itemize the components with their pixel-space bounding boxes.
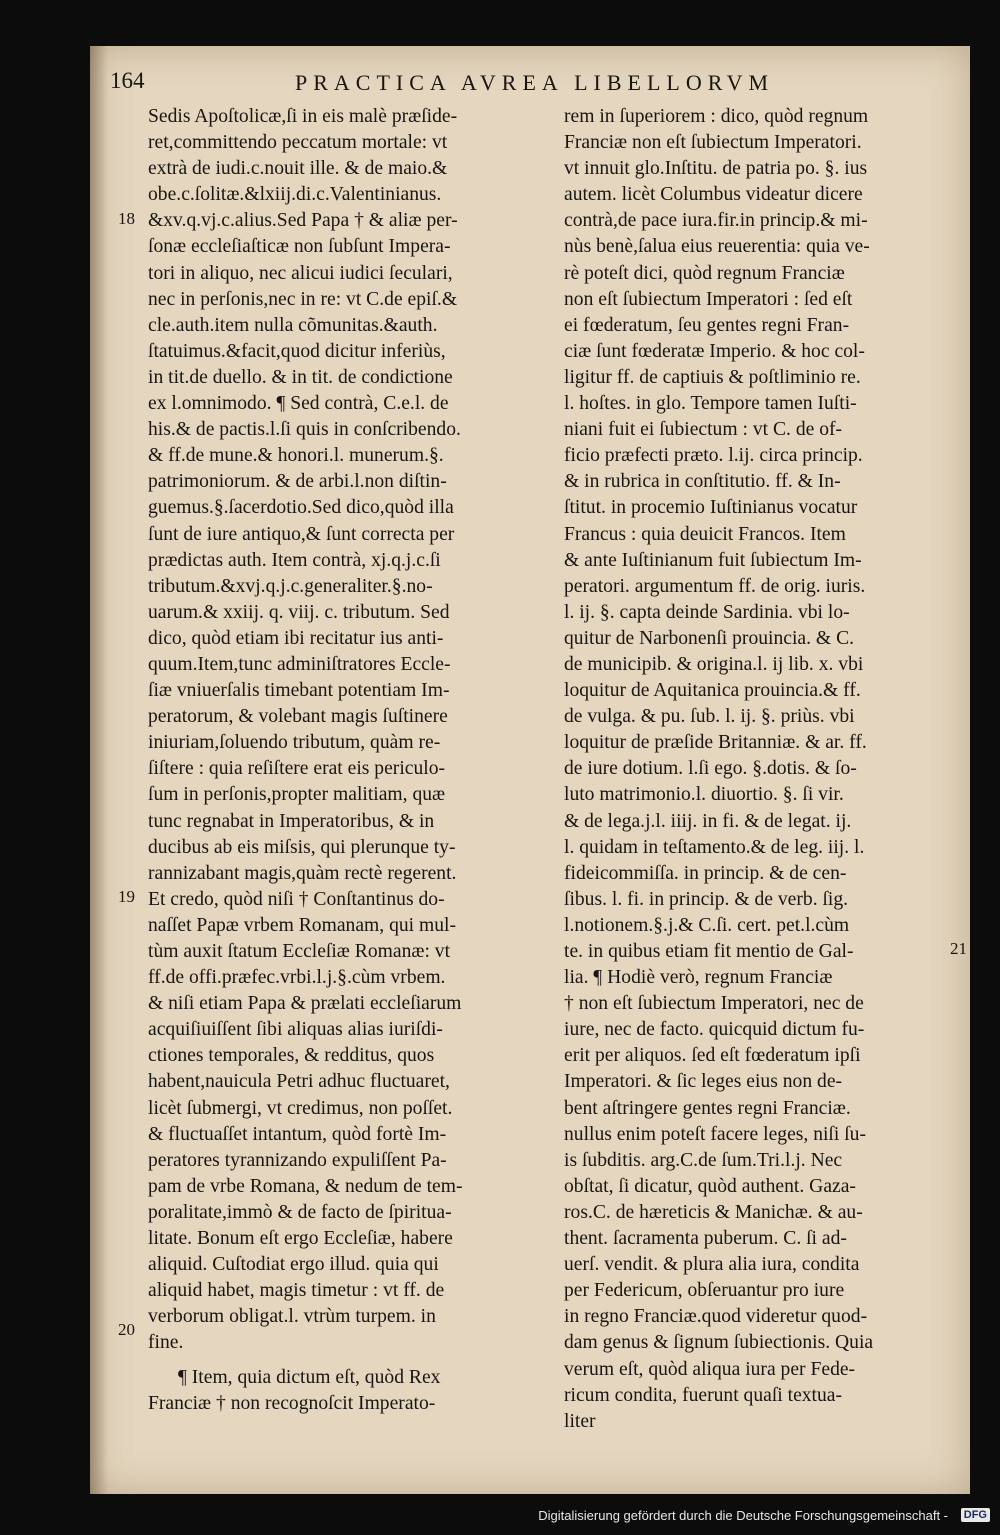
text-line: rem in ſuperiorem : dico, quòd regnum [564, 106, 869, 127]
text-line: his.& de pactis.l.ſi quis in conſcribendo. [148, 419, 461, 441]
text-line: & ff.de mune.& honori.l. munerum.§. [148, 445, 444, 467]
text-line: ros.C. de hæreticis & Manichæ. & au- [564, 1201, 863, 1223]
text-line: cle.auth.item nulla cõmunitas.&auth. [148, 314, 438, 336]
text-line: iure, nec de facto. quicquid dictum fu- [564, 1019, 865, 1041]
text-line: Sedis Apoſtolicæ,ſi in eis malè præſide- [148, 106, 458, 127]
text-line: non eſt ſubiectum Imperatori : ſed eſt [564, 288, 853, 310]
text-line: ſiſtere : quia reſiſtere erat eis periculo- [148, 758, 446, 780]
text-line: l. ij. §. capta deinde Sardinia. vbi lo- [564, 601, 850, 623]
text-line: ſtitut. in procemio Iuſtinianus vocatur [564, 497, 858, 519]
margin-number-19: 19 [118, 887, 135, 906]
text-line: nùs benè,ſalua eius reuerentia: quia ve- [564, 236, 870, 258]
text-line: habent,nauicula Petri adhuc fluctuaret, [148, 1071, 450, 1093]
text-line: ſum in perſonis,propter malitiam, quæ [148, 784, 446, 806]
margin-number-20: 20 [118, 1320, 135, 1339]
text-line: dico, quòd etiam ibi recitatur ius anti- [148, 627, 444, 649]
text-line: tunc regnabat in Imperatoribus, & in [148, 810, 435, 832]
dfg-logo-icon: DFG [961, 1508, 990, 1522]
footer-credit-text: Digitalisierung gefördert durch die Deutsche Forschungsgemeinschaft - [538, 1508, 948, 1523]
text-line: de vulga. & pu. ſub. l. ij. §. priùs. vbi [564, 706, 855, 728]
text-line: Et credo, quòd niſi † Conſtantinus do- [148, 888, 445, 910]
text-line: obe.c.ſolitæ.&lxiij.di.c.Valentinianus. [148, 184, 442, 206]
text-line: extrà de iudi.c.nouit ille. & de maio.& [148, 158, 448, 180]
text-line: ff.de offi.præfec.vrbi.l.j.§.cùm vrbem. [148, 967, 446, 989]
text-line: tori in aliquo, nec alicui iudici ſeculari, [148, 262, 453, 284]
text-line: Francus : quia deuicit Francos. Item [564, 523, 846, 545]
text-line: tributum.&xvj.q.j.c.generaliter.§.no- [148, 575, 433, 597]
text-line: per Federicum, obſeruantur pro iure [564, 1280, 845, 1302]
text-line: liter [564, 1410, 596, 1432]
text-line: ficio præfecti præto. l.ij. circa princip. [564, 445, 863, 467]
text-line: quitur de Narbonenſi prouincia. & C. [564, 627, 855, 649]
text-line: pam de vrbe Romana, & nedum de tem- [148, 1175, 463, 1197]
text-line: ſibus. l. fi. in princip. & de verb. ſig. [564, 888, 849, 910]
text-line: fideicommiſſa. in princip. & de cen- [564, 862, 847, 884]
text-line: poralitate,immò & de facto de ſpiritua- [148, 1201, 452, 1223]
text-line: iniuriam,ſoluendo tributum, quàm re- [148, 732, 441, 754]
text-line: niani fuit ei ſubiectum : vt C. de of- [564, 419, 843, 441]
right-text-column [564, 104, 960, 1435]
text-line: de municipib. & origina.l. ij lib. x. vbi [564, 653, 864, 675]
text-line: ſonæ eccleſiaſticæ non ſubſunt Impera- [148, 236, 451, 258]
text-line: ret,committendo peccatum mortale: vt [148, 132, 448, 154]
text-line: peratores tyrannizando expuliſſent Pa- [148, 1149, 447, 1171]
text-line: Imperatori. & ſic leges eius non de- [564, 1071, 843, 1093]
text-line: uarum.& xxiij. q. viij. c. tributum. Sed [148, 601, 450, 623]
text-line: guemus.§.ſacerdotio.Sed dico,quòd illa [148, 497, 454, 519]
text-line: vt innuit glo.Inſtitu. de patria po. §. ius [564, 158, 868, 180]
text-line: & ante Iuſtinianum fuit ſubiectum Im- [564, 549, 862, 571]
text-line: &xv.q.vj.c.alius.Sed Papa † & aliæ per- [148, 210, 458, 232]
margin-number-21: 21 [950, 939, 967, 958]
text-line: aliquid. Cuſtodiat ergo illud. quia qui [148, 1254, 439, 1276]
text-line: Franciæ non eſt ſubiectum Imperatori. [564, 132, 862, 154]
paragraph-gap [148, 1357, 556, 1365]
text-line: l. quidam in teſtamento.& de leg. iij. l. [564, 836, 865, 858]
text-line: uerſ. vendit. & plura alia iura, condita [564, 1254, 860, 1276]
text-line: l.notionem.§.j.& C.ſi. cert. pet.l.cùm [564, 914, 850, 936]
text-line: verum eſt, quòd aliqua iura per Fede- [564, 1358, 856, 1380]
text-line: l. hoſtes. in glo. Tempore tamen Iuſti- [564, 393, 857, 415]
text-line: ligitur ff. de captiuis & poſtliminio re. [564, 366, 861, 388]
running-head [90, 68, 970, 102]
text-line: licèt ſubmergi, vt credimus, non poſſet. [148, 1097, 453, 1119]
text-line: loquitur de Aquitanica prouincia.& ff. [564, 680, 861, 702]
text-line: & in rubrica in conſtitutio. ff. & In- [564, 471, 841, 493]
text-line: rè poteſt dici, quòd regnum Franciæ [564, 262, 845, 284]
text-line: erit per aliquos. ſed eſt fœderatum ipſi [564, 1045, 861, 1067]
text-line: ſiæ vniuerſalis timebant potentiam Im- [148, 680, 450, 702]
text-line: peratorum, & volebant magis ſuſtinere [148, 706, 448, 728]
digitization-footer [0, 1506, 1000, 1530]
text-line: is ſubditis. arg.C.de ſum.Tri.l.j. Nec [564, 1149, 843, 1171]
text-line: fine. [148, 1332, 184, 1354]
text-line: & de lega.j.l. iiij. in fi. & de legat. ij. [564, 810, 852, 832]
text-line: rannizabant magis,quàm rectè regerent. [148, 862, 457, 884]
text-line: naſſet Papæ vrbem Romanam, qui mul- [148, 914, 457, 936]
text-line: verborum obligat.l. vtrùm turpem. in [148, 1306, 436, 1328]
text-line: ctiones temporales, & redditus, quos [148, 1045, 435, 1067]
text-line: in tit.de duello. & in tit. de condictione [148, 366, 453, 388]
text-line: ¶ Item, quia dictum eſt, quòd Rex [178, 1366, 441, 1388]
text-line: patrimoniorum. & de arbi.l.non diſtin- [148, 471, 447, 493]
text-line: ricum condita, fuerunt quaſi textua- [564, 1384, 843, 1406]
book-page [90, 46, 970, 1494]
text-line: bent aſtringere gentes regni Franciæ. [564, 1097, 851, 1119]
page-number: 164 [110, 68, 145, 93]
text-line: litate. Bonum eſt ergo Eccleſiæ, habere [148, 1228, 453, 1250]
text-line: ex l.omnimodo. ¶ Sed contrà, C.e.l. de [148, 393, 449, 415]
text-line: autem. licèt Columbus videatur dicere [564, 184, 863, 206]
text-line: quum.Item,tunc adminiſtratores Eccle- [148, 653, 451, 675]
text-line: † non eſt ſubiectum Imperatori, nec de [564, 993, 864, 1015]
text-line: ſtatuimus.&facit,quod dicitur inferiùs, [148, 340, 446, 362]
text-line: thent. ſacramenta puberum. C. ſi ad- [564, 1228, 847, 1250]
margin-number-18: 18 [118, 209, 135, 228]
text-line: & niſi etiam Papa & prælati eccleſiarum [148, 993, 462, 1015]
text-line: contrà,de pace iura.fir.in princip.& mi- [564, 210, 868, 232]
text-line: acquiſiuiſſent ſibi aliquas alias iuriſdi- [148, 1019, 443, 1041]
gutter-shadow [90, 46, 108, 1494]
text-line: lia. ¶ Hodiè verò, regnum Franciæ [564, 967, 833, 989]
text-line: tùm auxit ſtatum Eccleſiæ Romanæ: vt [148, 941, 451, 962]
text-line: Franciæ † non recognoſcit Imperato- [148, 1392, 436, 1414]
text-line: aliquid habet, magis timetur : vt ff. de [148, 1280, 445, 1302]
text-line: peratori. argumentum ff. de orig. iuris. [564, 575, 866, 597]
text-line: ſunt de iure antiquo,& ſunt correcta per [148, 523, 455, 545]
text-line: obſtat, ſi dicatur, quòd authent. Gaza- [564, 1175, 856, 1197]
text-line: nec in perſonis,nec in re: vt C.de epiſ.& [148, 288, 458, 310]
text-line: nullus enim poteſt facere leges, niſi ſu- [564, 1123, 866, 1145]
text-line: te. in quibus etiam fit mentio de Gal- [564, 941, 854, 962]
left-text-column [148, 104, 556, 1417]
text-line: luto matrimonio.l. diuortio. §. ſi vir. [564, 784, 844, 806]
text-line: & fluctuaſſet intantum, quòd fortè Im- [148, 1123, 447, 1145]
text-line: ciæ ſunt fœderatæ Imperio. & hoc col- [564, 340, 865, 362]
text-line: prædictas auth. Item contrà, xj.q.j.c.ſi [148, 549, 441, 571]
text-line: loquitur de præſide Britanniæ. & ar. ff. [564, 732, 867, 754]
text-line: de iure dotium. l.ſi ego. §.dotis. & ſo- [564, 758, 857, 780]
text-line: in regno Franciæ.quod videretur quod- [564, 1306, 868, 1328]
running-title: PRACTICA AVREA LIBELLORVM [295, 70, 775, 95]
text-line: dam genus & ſignum ſubiectionis. Quia [564, 1332, 874, 1354]
text-line: ei fœderatum, ſeu gentes regni Fran- [564, 314, 850, 336]
text-line: ducibus ab eis miſsis, qui plerunque ty- [148, 836, 456, 858]
